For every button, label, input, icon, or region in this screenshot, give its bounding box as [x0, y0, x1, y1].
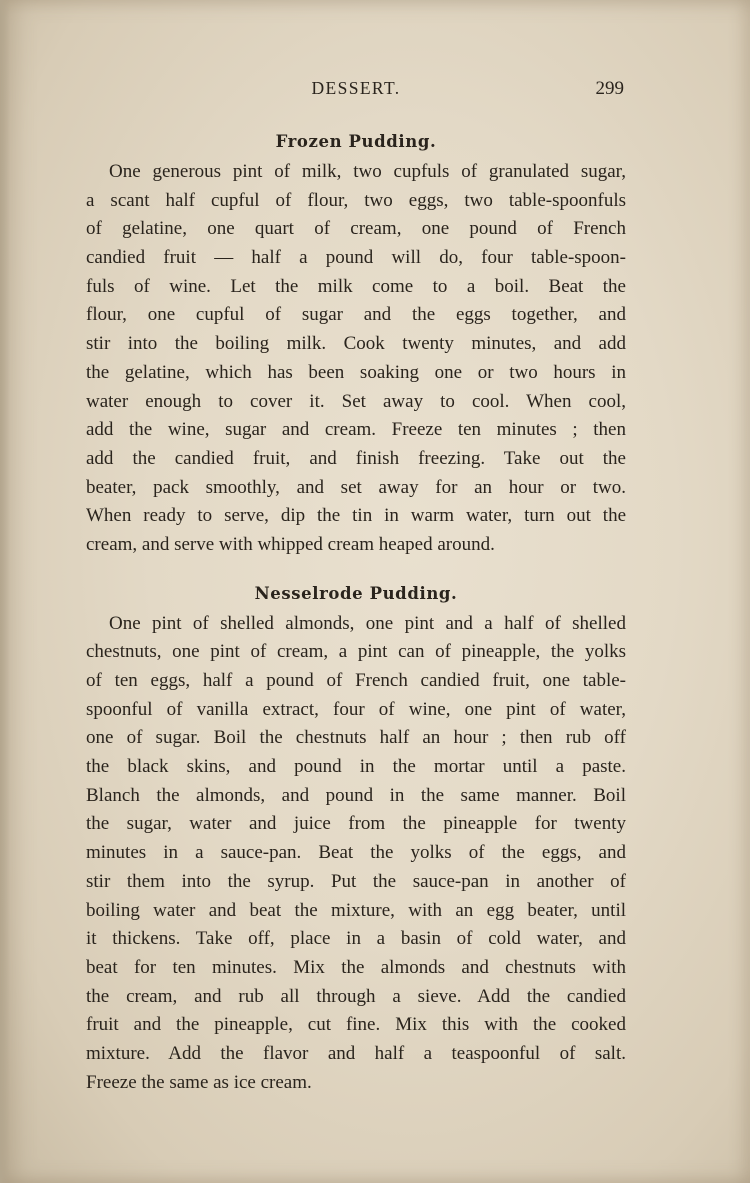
recipe-title: Nesselrode Pudding.: [254, 583, 458, 603]
text-line: spoonful of vanilla extract, four of wine, one pint of water,: [86, 698, 626, 720]
text-line: of gelatine, one quart of cream, one pound of French: [86, 218, 626, 240]
text-line: the cream, and rub all through a sieve. Add the candied: [86, 985, 626, 1007]
text-line: One generous pint of milk, two cupfuls of granulated sugar,: [109, 161, 626, 182]
text-line: one of sugar. Boil the chestnuts half an hour ; then rub off: [86, 727, 626, 749]
text-line: When ready to serve, dip the tin in warm water, turn out the: [86, 505, 626, 527]
text-line: cream, and serve with whipped cream heaped around.: [86, 533, 495, 555]
running-head: [86, 78, 626, 104]
text-line: add the candied fruit, and finish freezing. Take out the: [86, 447, 626, 469]
text-line: boiling water and beat the mixture, with an egg beater, until: [86, 899, 626, 921]
text-line: stir into the boiling milk. Cook twenty minutes, and add: [86, 333, 626, 355]
text-line: chestnuts, one pint of cream, a pint can of pineapple, the yolks: [86, 641, 626, 663]
text-block: [86, 126, 626, 1097]
text-line: add the wine, sugar and cream. Freeze ten minutes ; then: [86, 419, 626, 441]
recipe-title: Frozen Pudding.: [275, 132, 437, 151]
text-line: it thickens. Take off, place in a basin of cold water, and: [86, 928, 626, 950]
text-line: Blanch the almonds, and pound in the same manner. Boil: [86, 784, 626, 806]
text-line: Freeze the same as ice cream.: [86, 1071, 312, 1093]
text-line: the gelatine, which has been soaking one or two hours in: [86, 361, 626, 383]
text-line: candied fruit — half a pound will do, four table-spoon-: [86, 247, 626, 269]
page-number: 299: [595, 78, 624, 99]
text-line: of ten eggs, half a pound of French candied fruit, one table-: [86, 670, 626, 691]
text-line: fruit and the pineapple, cut fine. Mix this with the cooked: [86, 1014, 626, 1036]
text-line: a scant half cupful of flour, two eggs, two table-spoonfuls: [86, 189, 626, 211]
text-line: stir them into the syrup. Put the sauce-pan in another of: [86, 870, 626, 892]
text-line: beat for ten minutes. Mix the almonds and chestnuts with: [86, 956, 626, 978]
recipe-body: [86, 610, 626, 1098]
text-line: minutes in a sauce-pan. Beat the yolks of the eggs, and: [86, 842, 626, 864]
text-line: flour, one cupful of sugar and the eggs together, and: [86, 304, 626, 326]
text-line: beater, pack smoothly, and set away for an hour or two.: [86, 476, 626, 498]
page-spine-shadow: [0, 0, 10, 1183]
text-line: the black skins, and pound in the mortar until a paste.: [86, 756, 626, 778]
text-line: One pint of shelled almonds, one pint and a half of shelled: [109, 612, 626, 634]
recipe-body: [86, 158, 626, 560]
running-title: DESSERT.: [311, 78, 401, 98]
text-line: fuls of wine. Let the milk come to a boil. Beat the: [86, 275, 626, 297]
text-line: mixture. Add the flavor and half a teaspoonful of salt.: [86, 1042, 626, 1064]
text-line: water enough to cover it. Set away to cool. When cool,: [86, 390, 626, 412]
text-line: the sugar, water and juice from the pineapple for twenty: [86, 813, 626, 835]
